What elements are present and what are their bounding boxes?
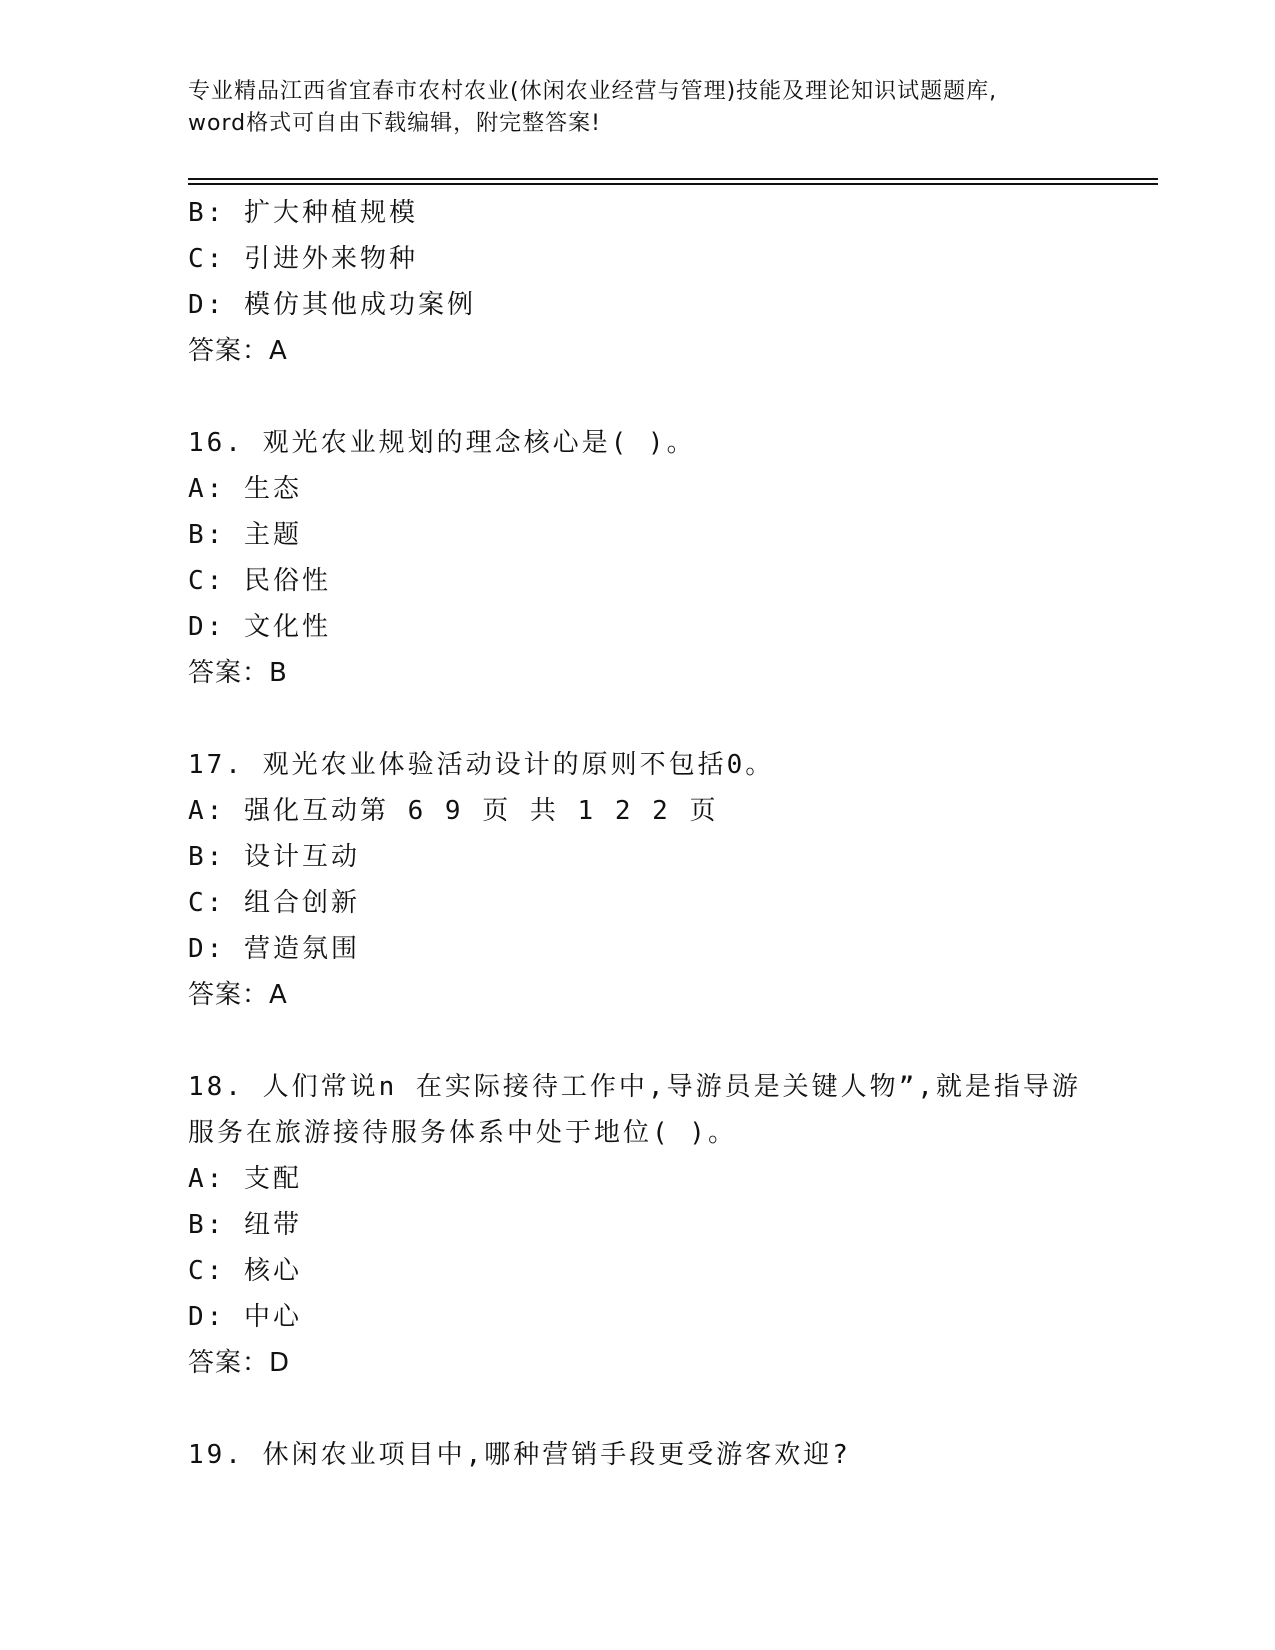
option-d: D: 文化性 — [188, 612, 331, 642]
option-c: C: 民俗性 — [188, 566, 331, 596]
question-block-19 — [188, 1432, 1148, 1478]
header-title-line2: word格式可自由下载编辑，附完整答案! — [188, 111, 601, 136]
spacer — [188, 374, 1148, 420]
spacer — [188, 1018, 1148, 1064]
question-block-15-tail — [188, 190, 1148, 374]
spacer — [188, 696, 1148, 742]
question-text: 16. 观光农业规划的理念核心是( )。 — [188, 428, 696, 458]
answer: 答案：A — [188, 336, 288, 366]
question-text: 19. 休闲农业项目中,哪种营销手段更受游客欢迎? — [188, 1440, 851, 1470]
option-d: D: 营造氛围 — [188, 934, 360, 964]
question-text: 17. 观光农业体验活动设计的原则不包括0。 — [188, 750, 775, 780]
option-c: C: 核心 — [188, 1256, 302, 1286]
answer: 答案：B — [188, 658, 288, 688]
option-b: B: 纽带 — [188, 1210, 302, 1240]
option-d: D: 模仿其他成功案例 — [188, 290, 476, 320]
question-block-16 — [188, 420, 1148, 696]
option-b: B: 扩大种植规模 — [188, 198, 418, 228]
header-divider-top — [188, 178, 1158, 180]
header-divider-bottom — [188, 183, 1158, 185]
option-a: A: 支配 — [188, 1164, 302, 1194]
spacer — [188, 1386, 1148, 1432]
option-d: D: 中心 — [188, 1302, 302, 1332]
option-b: B: 主题 — [188, 520, 302, 550]
question-list — [188, 190, 1148, 1478]
option-a: A: 生态 — [188, 474, 302, 504]
header-title-line1: 专业精品江西省宜春市农村农业(休闲农业经营与管理)技能及理论知识试题题库, — [188, 79, 998, 104]
option-c: C: 组合创新 — [188, 888, 360, 918]
answer: 答案：A — [188, 980, 288, 1010]
question-block-18 — [188, 1064, 1148, 1386]
answer: 答案：D — [188, 1348, 291, 1378]
question-text-line2: 服务在旅游接待服务体系中处于地位( )。 — [188, 1118, 737, 1148]
option-c: C: 引进外来物种 — [188, 244, 418, 274]
document-header — [188, 76, 1088, 140]
question-block-17 — [188, 742, 1148, 1018]
option-b: B: 设计互动 — [188, 842, 360, 872]
question-text-line1: 18. 人们常说n 在实际接待工作中,导游员是关键人物”,就是指导游 — [188, 1072, 1081, 1102]
option-a: A: 强化互动第 6 9 页 共 1 2 2 页 — [188, 796, 719, 826]
